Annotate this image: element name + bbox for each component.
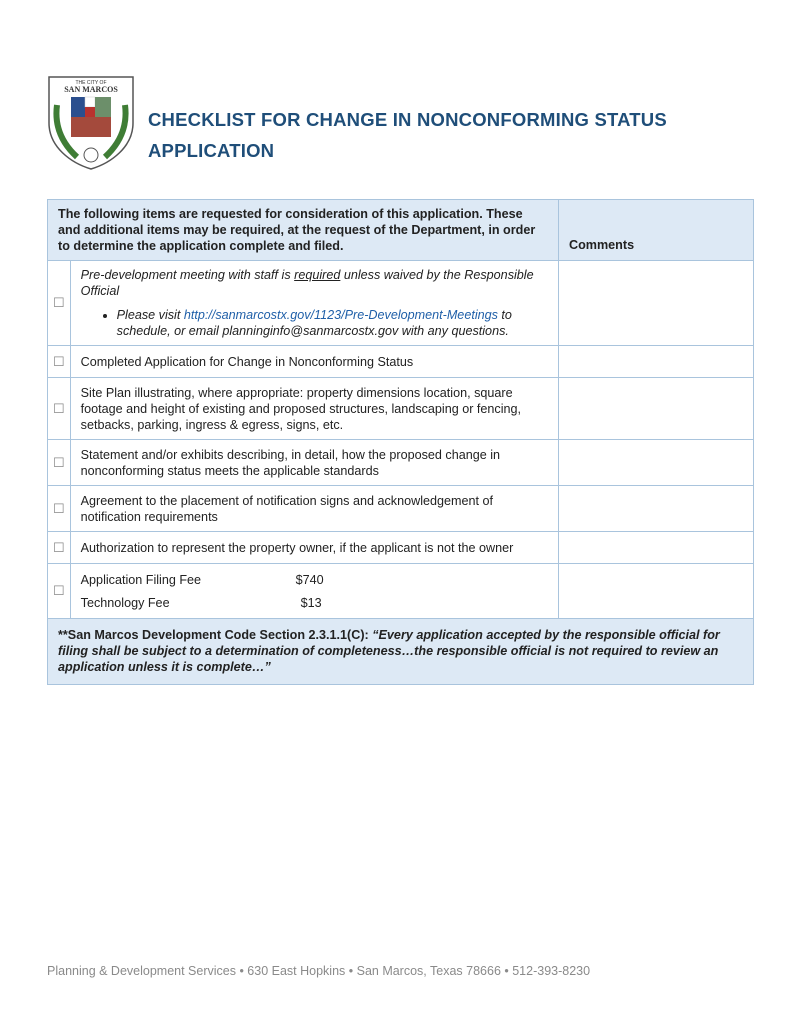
table-row bbox=[48, 532, 754, 564]
text: to schedule, or email planninginfo@sanmarcostx.gov with any questions. bbox=[116, 308, 512, 338]
text: unless waived by the Responsible Official bbox=[80, 268, 534, 298]
item-text: Statement and/or exhibits describing, in detail, how the proposed change in nonconforming status meets the applicable standards bbox=[70, 440, 558, 486]
fee-label: Technology Fee bbox=[80, 595, 170, 610]
comments-cell[interactable] bbox=[559, 564, 754, 619]
pre-development-link[interactable]: http://sanmarcostx.gov/1123/Pre-Development-Meetings bbox=[183, 308, 498, 322]
item-text bbox=[70, 261, 558, 346]
fee-row bbox=[81, 595, 548, 611]
svg-text:SAN MARCOS: SAN MARCOS bbox=[64, 85, 118, 94]
code-note-row bbox=[48, 619, 754, 685]
checkbox[interactable]: ☐ bbox=[48, 378, 71, 440]
table-header bbox=[48, 200, 754, 261]
fees-cell bbox=[70, 564, 558, 619]
table-row bbox=[48, 346, 754, 378]
item-text: Authorization to represent the property owner, if the applicant is not the owner bbox=[70, 532, 558, 564]
comments-cell[interactable] bbox=[559, 440, 754, 486]
checkbox[interactable]: ☐ bbox=[48, 532, 71, 564]
text: Please visit bbox=[116, 308, 184, 322]
item-text: Completed Application for Change in Nonconforming Status bbox=[70, 346, 558, 378]
list-item bbox=[117, 307, 548, 339]
page-title bbox=[148, 104, 667, 166]
checkbox[interactable]: ☐ bbox=[48, 440, 71, 486]
checkbox[interactable]: ☐ bbox=[48, 486, 71, 532]
checkbox[interactable]: ☐ bbox=[48, 564, 71, 619]
title-line-2: APPLICATION bbox=[148, 140, 275, 161]
header-intro: The following items are requested for consideration of this application. These and additional items may be required, at the request of the Department, in order to determine the application complete and filed. bbox=[48, 200, 559, 261]
comments-cell[interactable] bbox=[559, 378, 754, 440]
text: required bbox=[294, 268, 341, 282]
city-seal-logo bbox=[47, 75, 135, 170]
checkbox[interactable]: ☐ bbox=[48, 261, 71, 346]
table-row bbox=[48, 440, 754, 486]
fee-label: Application Filing Fee bbox=[80, 572, 202, 587]
comments-cell[interactable] bbox=[559, 486, 754, 532]
comments-cell[interactable] bbox=[559, 346, 754, 378]
title-line-1: CHECKLIST FOR CHANGE IN NONCONFORMING STATUS bbox=[148, 109, 667, 130]
text: Pre-development meeting with staff is bbox=[80, 268, 295, 282]
text: **San Marcos Development Code Section 2.3.1.1(C): bbox=[58, 628, 373, 642]
checkbox[interactable]: ☐ bbox=[48, 346, 71, 378]
table-row bbox=[48, 564, 754, 619]
table-row bbox=[48, 486, 754, 532]
comments-cell[interactable] bbox=[559, 261, 754, 346]
header-comments: Comments bbox=[559, 200, 754, 261]
fee-amount: $13 bbox=[300, 595, 322, 610]
item-text: Agreement to the placement of notification signs and acknowledgement of notification requirements bbox=[70, 486, 558, 532]
comments-cell[interactable] bbox=[559, 532, 754, 564]
code-note bbox=[48, 619, 754, 685]
fee-row bbox=[81, 572, 548, 588]
svg-text:THE CITY OF: THE CITY OF bbox=[75, 80, 107, 86]
item-text: Site Plan illustrating, where appropriate: property dimensions location, square footage and height of existing and proposed structures, landscaping or fencing, setbacks, parking, ingress & egress, signs, etc. bbox=[70, 378, 558, 440]
page-footer: Planning & Development Services • 630 East Hopkins • San Marcos, Texas 78666 • 512-393-8230 bbox=[47, 964, 591, 978]
checklist-table bbox=[47, 199, 754, 685]
fee-amount: $740 bbox=[295, 572, 324, 587]
text: “Every application accepted by the responsible official for filing shall be subject to a determination of completeness…the responsible official is not required to review an application unless it is complete…” bbox=[58, 628, 720, 674]
table-row bbox=[48, 378, 754, 440]
table-row bbox=[48, 261, 754, 346]
